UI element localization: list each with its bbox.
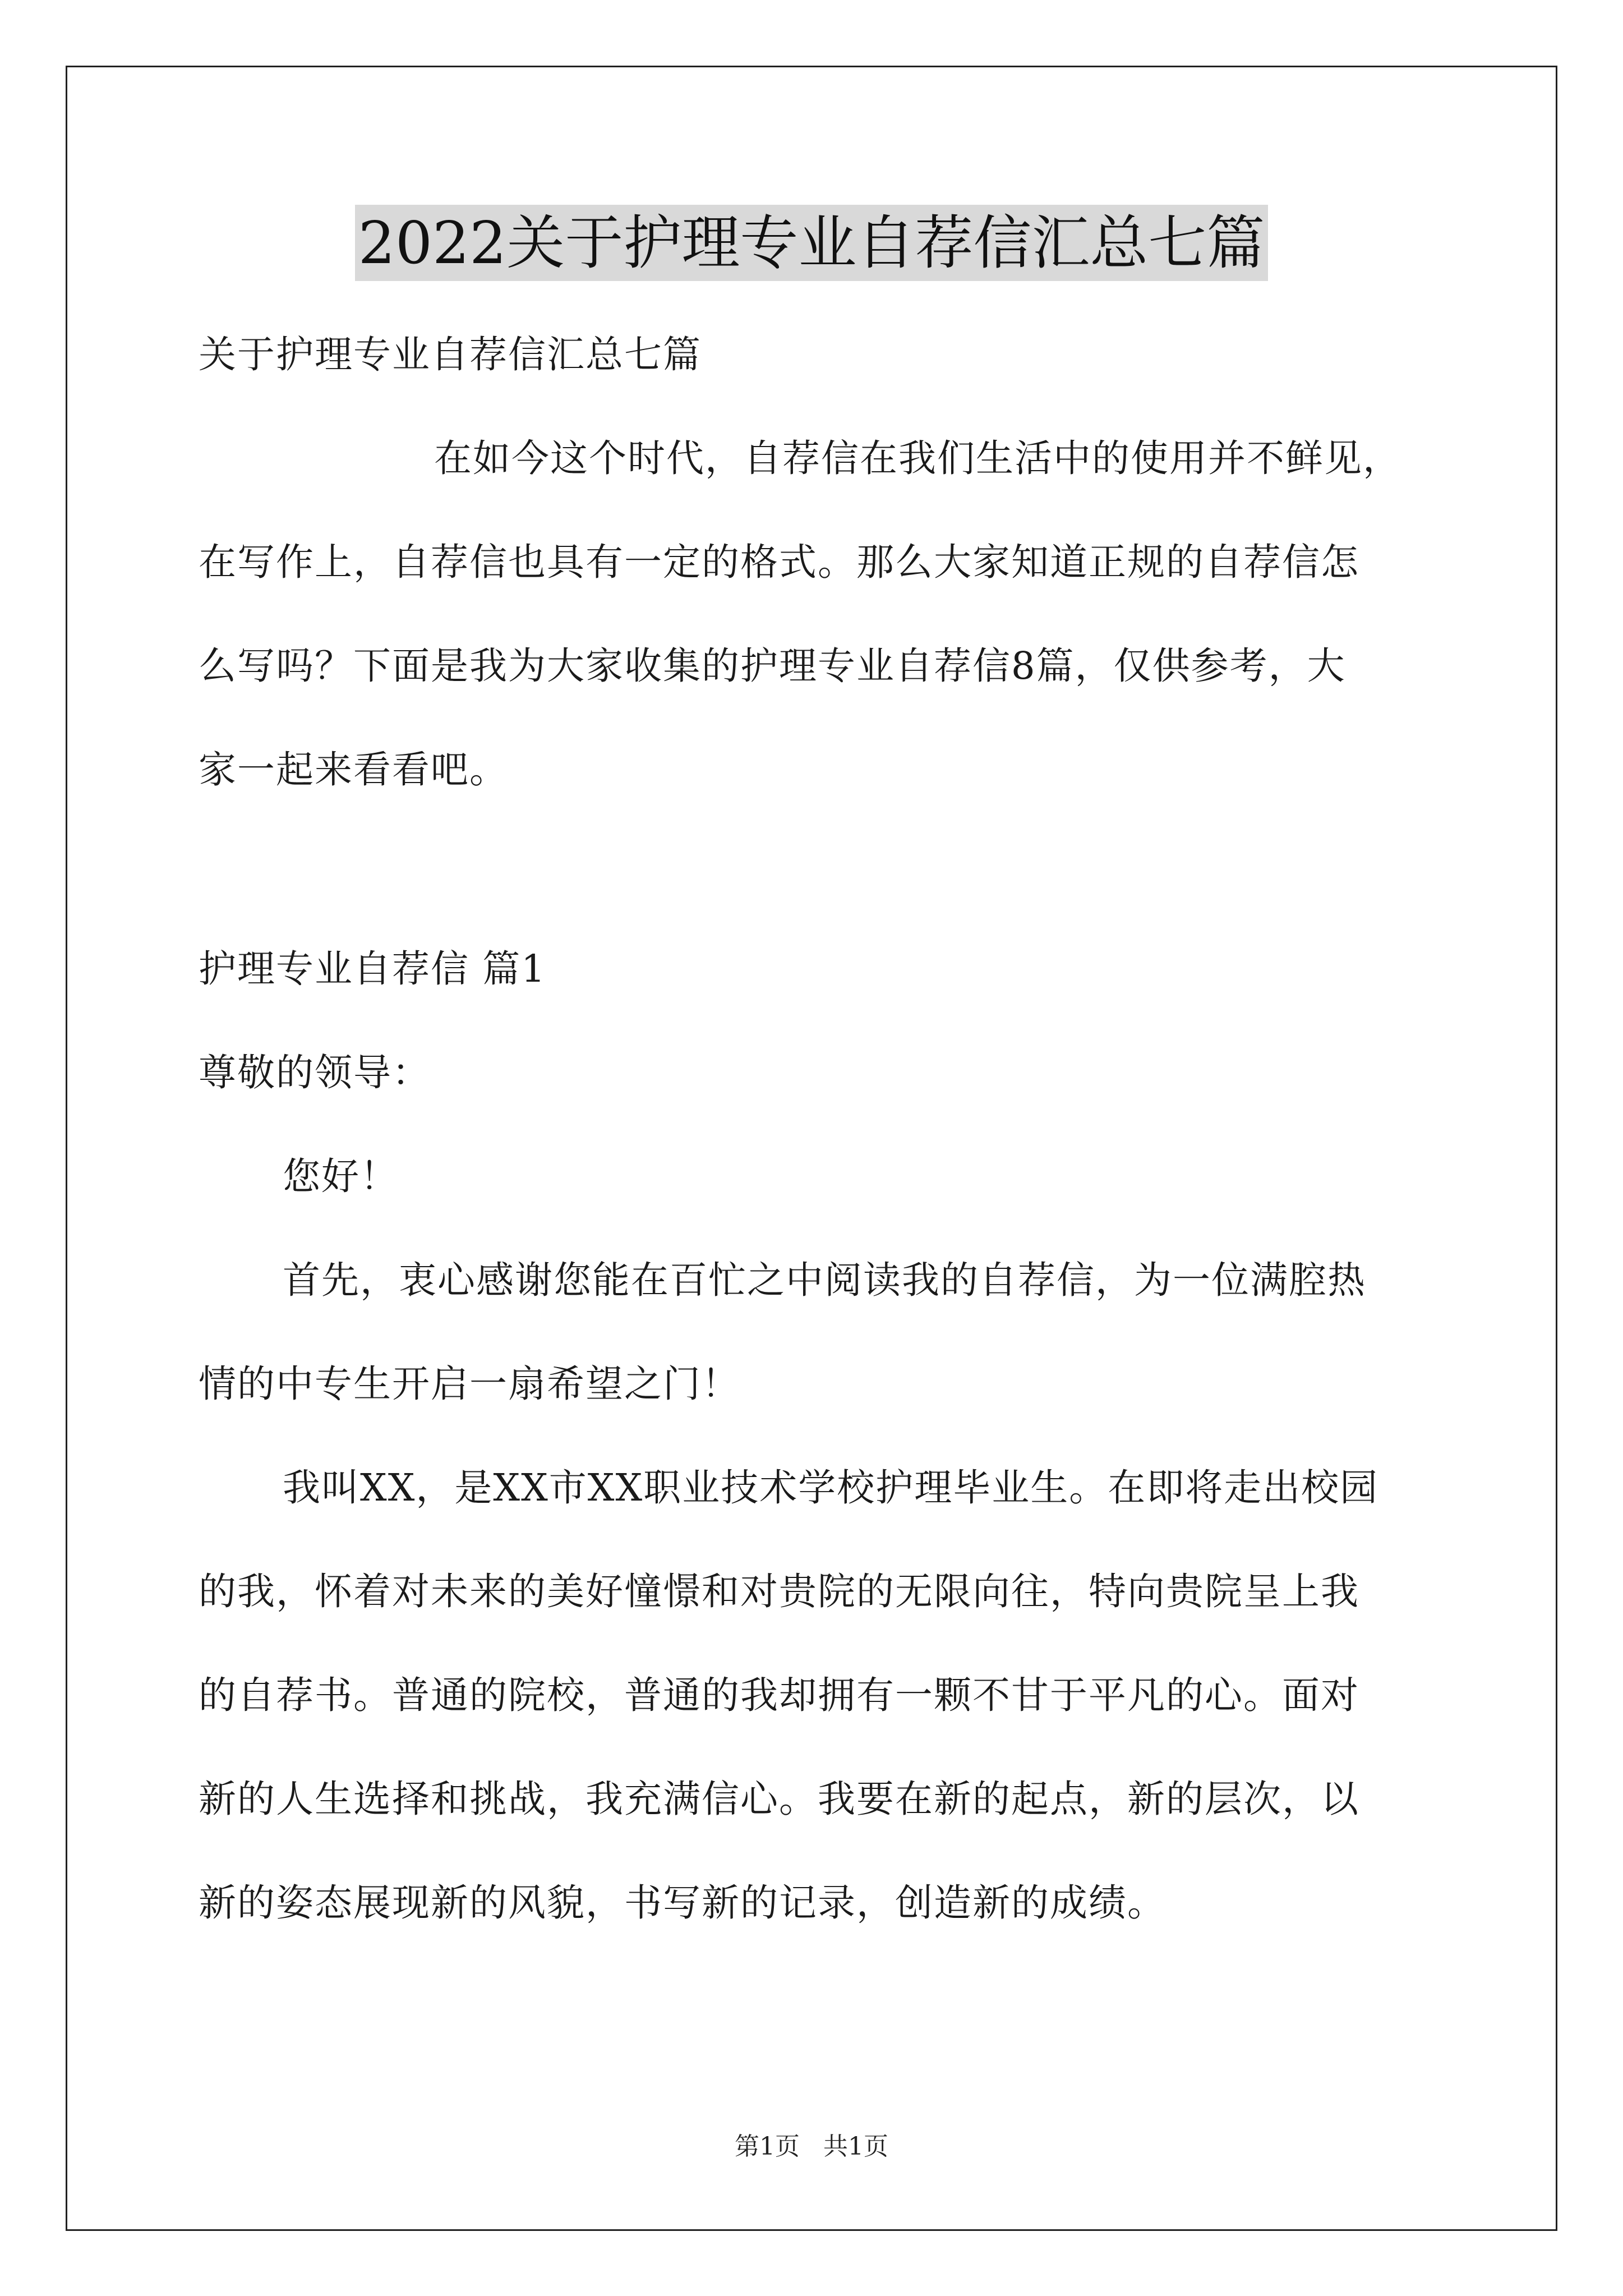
paragraph1-line-2: 情的中专生开启一扇希望之门！: [199, 1362, 740, 1406]
greeting: 您好！: [283, 1154, 399, 1198]
intro-line-4: 家一起来看看吧。: [199, 748, 508, 792]
section-spacer: [199, 822, 1438, 917]
intro-line-3: 么写吗？下面是我为大家收集的护理专业自荐信8篇，仅供参考，大: [199, 644, 1346, 688]
document-subtitle: 关于护理专业自荐信汇总七篇: [199, 333, 702, 376]
paragraph2-line-5: 新的姿态展现新的风貌，书写新的记录，创造新的成绩。: [199, 1881, 1166, 1925]
intro-line-1: 在如今这个时代，自荐信在我们生活中的使用并不鲜见，: [434, 436, 1401, 480]
page-number: 第1页: [735, 2132, 800, 2161]
paragraph1-line-1: 首先，衷心感谢您能在百忙之中阅读我的自荐信，为一位满腔热: [283, 1258, 1366, 1302]
title-wrap: [0, 205, 1623, 281]
paragraph2-line-1: 我叫XX，是XX市XX职业技术学校护理毕业生。在即将走出校园: [283, 1466, 1379, 1510]
paragraph2-line-4: 新的人生选择和挑战，我充满信心。我要在新的起点，新的层次，以: [199, 1777, 1359, 1821]
document-body: [199, 303, 1438, 1955]
document-title: 2022关于护理专业自荐信汇总七篇: [355, 205, 1269, 281]
paragraph2-line-3: 的自荐书。普通的院校，普通的我却拥有一颗不甘于平凡的心。面对: [199, 1673, 1359, 1717]
section-heading: 护理专业自荐信 篇1: [199, 947, 546, 991]
intro-line-2: 在写作上，自荐信也具有一定的格式。那么大家知道正规的自荐信怎: [199, 540, 1359, 584]
page-total: 共1页: [823, 2132, 888, 2161]
salutation: 尊敬的领导：: [199, 1051, 431, 1094]
paragraph2-line-2: 的我，怀着对未来的美好憧憬和对贵院的无限向往，特向贵院呈上我: [199, 1570, 1359, 1613]
page-footer: [0, 2126, 1623, 2162]
